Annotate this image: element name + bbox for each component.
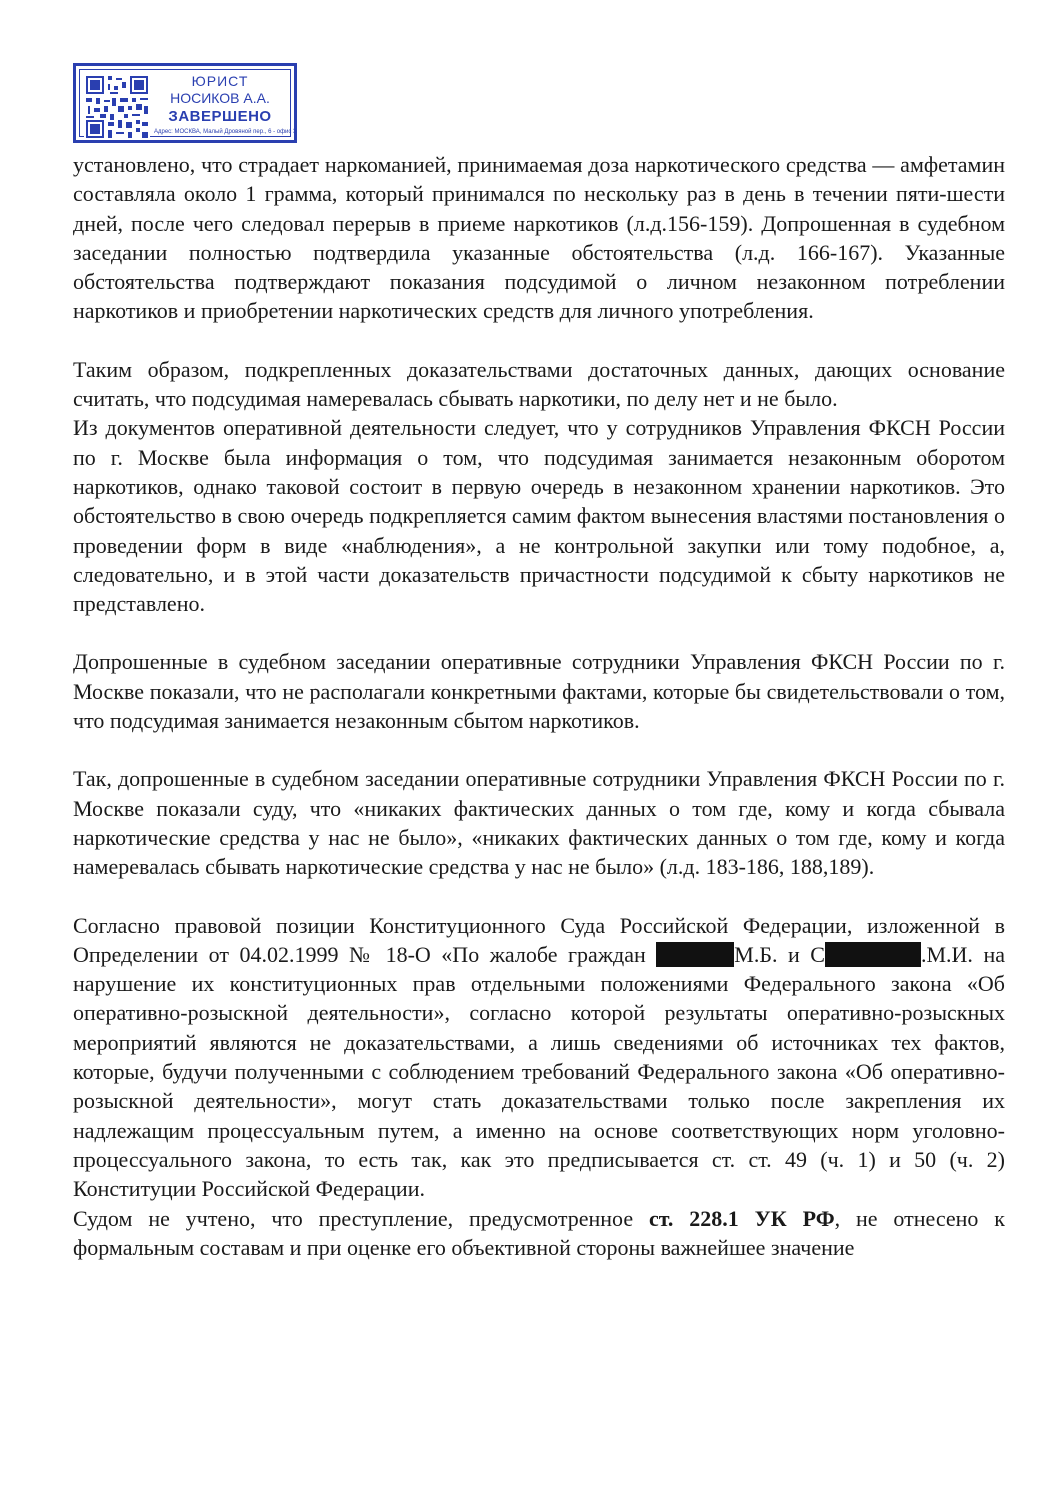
stamp-title: ЮРИСТ bbox=[191, 73, 249, 89]
paragraph-5: Так, допрошенные в судебном заседании оперативные сотрудники Управления ФКСН России по г. Москве показали суду, что «никаких фактических данных о том где, кому и когда сбывала наркотические средства у нас не было», «никаких фактических данных о том где, кому и когда намеревалась сбывать наркотические средства у нас не было» (л.д. 183-186, 188,189). bbox=[73, 766, 1005, 880]
paragraph-3: Из документов оперативной деятельности следует, что у сотрудников Управления ФКСН России по г. Москве была информация о том, что подсудимая занимается незаконным оборотом наркотиков, однако таковой состоит в первую очередь в незаконном хранении наркотиков. Это обстоятельство в свою очередь подкрепляется самим фактом вынесения властями постановления о проведении форм в виде «наблюдения», а не контрольной закупки или тому подобное, а, следовательно, и в этой части доказательств причастности подсудимой к сбыту наркотиков не представлено. bbox=[73, 415, 1005, 617]
stamp-inner-border bbox=[79, 69, 297, 137]
paragraph-7-start: Судом не учтено, что преступление, предусмотренное bbox=[73, 1205, 649, 1231]
lawyer-stamp bbox=[73, 63, 297, 143]
paragraph-6 bbox=[73, 911, 1005, 1204]
paragraph-6-names: М.Б. и С bbox=[734, 941, 825, 967]
paragraph-1: установлено, что страдает наркоманией, принимаемая доза наркотического средства — амфетамин составляла около 1 грамма, который принимался по нескольку раз в день в течении пяти-шести дней, после чего следовал перерыв в приеме наркотиков (л.д.156-159). Допрошенная в судебном заседании полностью подтвердила указанные обстоятельства (л.д. 166-167). Указанные обстоятельства подтверждают показания подсудимой о личном незаконном потреблении наркотиков и приобретении наркотических средств для личного употребления. bbox=[73, 152, 1005, 324]
article-reference: ст. 228.1 УК РФ bbox=[648, 1205, 835, 1231]
paragraph-7-end: , не отнесено к формальным составам и при оценке его объективной стороны важнейшее значение bbox=[73, 1205, 1005, 1260]
qr-code-icon bbox=[84, 74, 150, 140]
paragraph-7 bbox=[73, 1204, 1005, 1263]
paragraph-6-end: .М.И. на нарушение их конституционных прав отдельными положениями Федерального закона «Об оперативно-розыскной деятельности», согласно которой результаты оперативно-розыскных мероприятий являются не доказательствами, а лишь сведениями об источниках тех фактов, которые, будучи полученными с соблюдением требований Федерального закона «Об оперативно-розыскной деятельности», могут стать доказательствами только после закрепления их надлежащим процессуальным путем, а именно на основе соответствующих норм уголовно-процессуального закона, то есть так, как это предписывается ст. ст. 49 (ч. 1) и 50 (ч. 2) Конституции Российской Федерации. bbox=[73, 941, 1005, 1202]
paragraph-2: Таким образом, подкрепленных доказательствами достаточных данных, дающих основание считать, что подсудимая намеревалась сбывать наркотики, по делу нет и не было. bbox=[73, 356, 1005, 412]
paragraph-6-start: Согласно правовой позиции Конституционного Суда Российской Федерации, изложенной в Определении от 04.02.1999 № 18-О «По жалобе граждан bbox=[73, 912, 1005, 967]
redacted-surname-2 bbox=[825, 942, 921, 967]
redacted-surname-1 bbox=[656, 942, 734, 967]
stamp-address: Адрес: МОСКВА, Малый Дровяной пер., 6 - офис 3 bbox=[154, 129, 297, 135]
stamp-name: НОСИКОВ А.А. bbox=[170, 90, 270, 106]
document-body bbox=[73, 150, 1005, 1262]
stamp-status: ЗАВЕРШЕНО bbox=[168, 108, 272, 125]
paragraph-4: Допрошенные в судебном заседании оперативные сотрудники Управления ФКСН России по г. Москве показали, что не располагали конкретными фактами, которые бы свидетельствовали о том, что подсудимая занимается незаконным сбытом наркотиков. bbox=[73, 649, 1005, 734]
